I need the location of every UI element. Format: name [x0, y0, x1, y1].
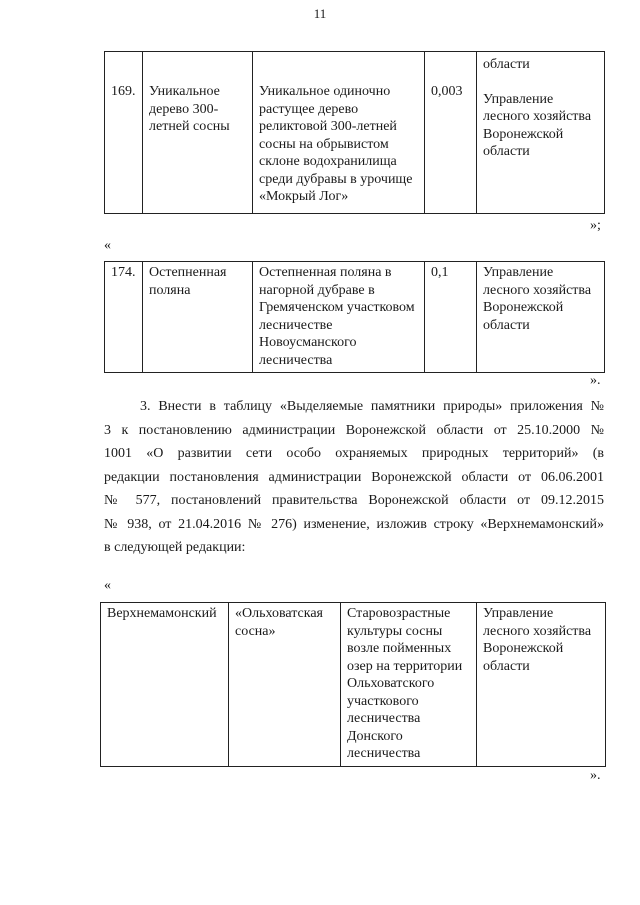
opening-quote-2: « [104, 238, 111, 253]
paragraph-line: 3 к постановлению администрации Воронежской области от 25.10.2000 № [104, 422, 604, 438]
page-number: 11 [313, 6, 327, 21]
monument-name-cell: «Ольховатская сосна» [229, 603, 341, 767]
paragraph-line: № 577, постановлений правительства Воронежской области от 09.12.2015 [104, 493, 604, 508]
monument-name-cell: Уникальное дерево 300-летней сосны [143, 52, 253, 214]
paragraph-line: № 938, от 21.04.2016 № 276) изменение, изложив строку «Верхнемамонский» [104, 516, 604, 532]
closing-quote-3: ». [590, 768, 601, 783]
monument-description-cell: Уникальное одиночно растущее дерево реликтовой 300-летней сосны на обрывистом склоне водохранилища среди дубравы в урочище «Мокрый Лог» [253, 52, 425, 214]
responsible-body-cell: Управление лесного хозяйства Воронежской области [477, 262, 605, 373]
area-cell: 0,1 [425, 262, 477, 373]
responsible-body-continuation: области [483, 57, 530, 72]
paragraph-line: редакции постановления администрации Воронежской области от 06.06.2001 [104, 469, 604, 485]
monuments-table-row-169 [104, 51, 605, 214]
monument-description-cell: Старовозрастные культуры сосны возле пойменных озер на территории Ольховатского участкового лесничества Донского лесничества [341, 603, 477, 767]
responsible-body-cell: Управление лесного хозяйства Воронежской области [477, 603, 606, 767]
monument-name-cell: Остепненная поляна [143, 262, 253, 373]
table-row [105, 52, 605, 214]
monuments-table-verkhnemamonsky [100, 602, 606, 767]
responsible-body-text: Управление лесного хозяйства Воронежской области [483, 91, 592, 159]
paragraph-line: 3. Внести в таблицу «Выделяемые памятники природы» приложения № [140, 399, 604, 414]
opening-quote-3: « [104, 578, 111, 593]
table-row [101, 603, 606, 767]
monuments-table-row-174 [104, 261, 605, 373]
monument-description-cell: Остепненная поляна в нагорной дубраве в Гремяченском участковом лесничестве Новоусманского лесничества [253, 262, 425, 373]
closing-quote-1: »; [590, 218, 601, 233]
amendment-paragraph [104, 395, 604, 560]
responsible-body-cell [477, 52, 605, 214]
district-cell: Верхнемамонский [101, 603, 229, 767]
closing-quote-2: ». [590, 373, 601, 388]
row-number-cell: 174. [105, 262, 143, 373]
area-cell: 0,003 [425, 52, 477, 214]
paragraph-line: в следующей редакции: [104, 540, 246, 555]
paragraph-line: 1001 «О развитии сети особо охраняемых природных территорий» (в [104, 446, 604, 461]
table-row [105, 262, 605, 373]
row-number-cell: 169. [105, 52, 143, 214]
